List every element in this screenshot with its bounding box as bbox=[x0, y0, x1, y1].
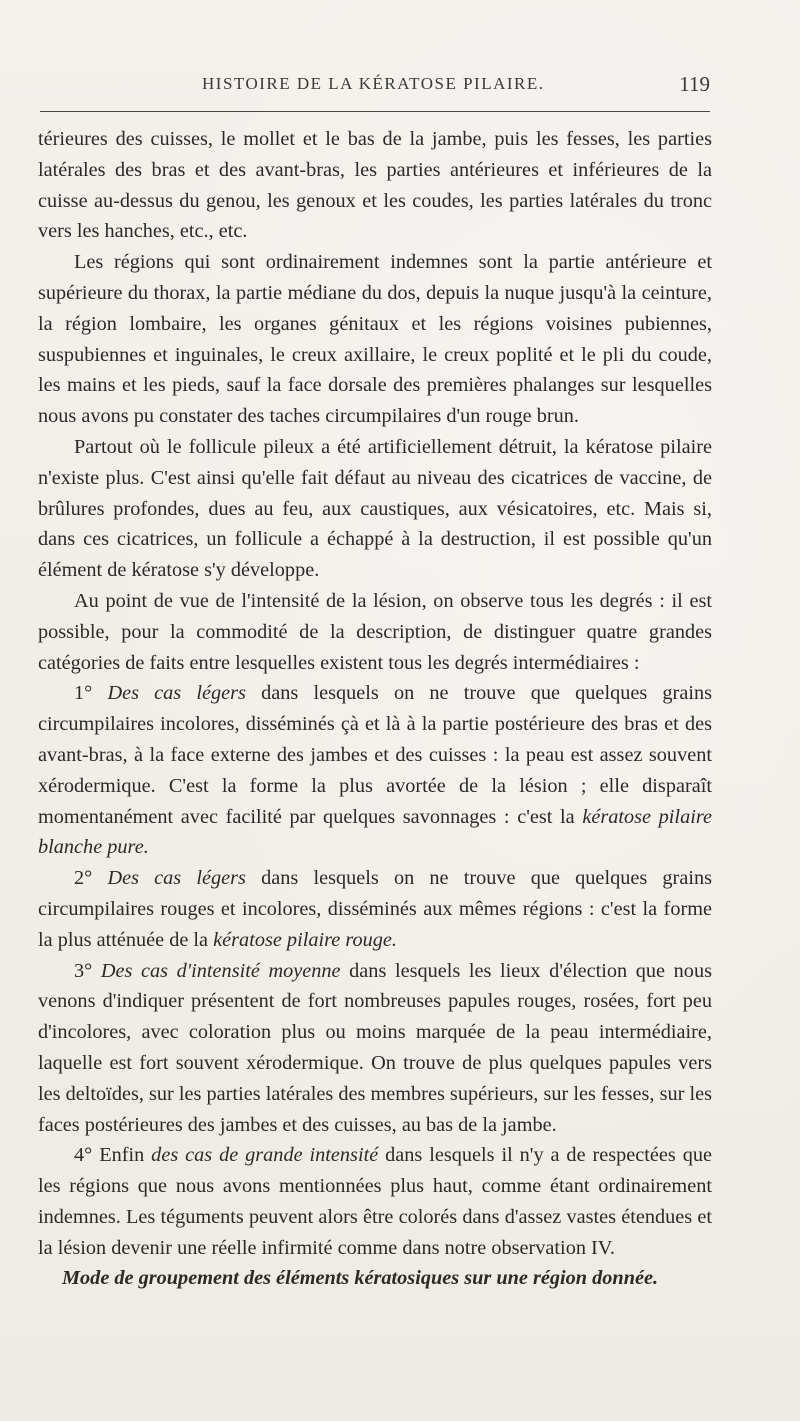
paragraph-indemnes: Les régions qui sont ordinairement indemnes sont la partie antérieure et supérieure du thorax, la partie médiane du dos, depuis la nuque jusqu'à la ceinture, la région lombaire, les organes génitaux et les régions voisines pubiennes, suspubiennes et inguinales, le creux axillaire, le creux poplité et le pli du coude, les mains et les pieds, sauf la face dorsale des premières phalanges sur lesquelles nous avons pu constater des taches circumpilaires d'un rouge brun. bbox=[38, 251, 712, 428]
header-rule bbox=[40, 111, 710, 112]
list-item-number: 3° bbox=[74, 959, 93, 982]
list-item-term: kératose pilaire blanche pure. bbox=[38, 805, 712, 859]
list-item-term: kératose pilaire rouge. bbox=[213, 928, 397, 951]
list-item-title: des cas de grande intensité bbox=[151, 1144, 379, 1167]
list-item-number: 2° bbox=[74, 867, 93, 890]
list-item-number: 1° bbox=[74, 682, 93, 705]
list-item-text: dans lesquels il n'y a de respectées que les régions que nous avons mentionnées plus haut, comme étant ordinairement indemnes. Les téguments peuvent alors être colorés dans d'assez vastes étendues et la lésion devenir une réelle infirmité comme dans notre observation IV. bbox=[38, 1144, 713, 1259]
list-item-4 bbox=[38, 1140, 712, 1263]
list-item-title: Des cas légers bbox=[107, 867, 246, 890]
body-text bbox=[38, 124, 712, 1294]
list-item-lead: Enfin bbox=[99, 1144, 145, 1167]
paragraph-follicule: Partout où le follicule pileux a été artificiellement détruit, la kératose pilaire n'existe plus. C'est ainsi qu'elle fait défaut au niveau des cicatrices de vaccine, de brûlures profondes, dues au feu, aux caustiques, aux vésicatoires, etc. Mais si, dans ces cicatrices, un follicule a échappé à la destruction, il est possible qu'un élément de kératose s'y développe. bbox=[38, 435, 712, 582]
list-item-number: 4° bbox=[74, 1144, 93, 1167]
paragraph-continued: térieures des cuisses, le mollet et le bas de la jambe, puis les fesses, les parties latérales des bras et des avant-bras, les parties antérieures et inférieures de la cuisse au-dessus du genou, les genoux et les coudes, les parties latérales du tronc vers les hanches, etc., etc. bbox=[38, 128, 712, 243]
page-header bbox=[40, 72, 710, 102]
list-item-title: Des cas légers bbox=[107, 682, 246, 705]
list-item-title: Des cas d'intensité moyenne bbox=[100, 959, 341, 982]
list-item-text: dans lesquels on ne trouve que quelques grains circumpilaires incolores, disséminés çà et là à la partie postérieure des bras et des avant-bras, à la face externe des jambes et des cuisses : la peau est assez souvent xérodermique. C'est la forme la plus avortée de la lésion ; elle disparaît momentanément avec facilité par quelques savonnages : c'est la bbox=[38, 682, 712, 828]
running-title: HISTOIRE DE LA KÉRATOSE PILAIRE. bbox=[202, 74, 545, 93]
list-item-2 bbox=[38, 863, 712, 955]
list-item-text: dans lesquels les lieux d'élection que nous venons d'indiquer présentent de fort nombreuses papules rouges, rosées, fort peu d'incolores, avec coloration plus ou moins marquée de la peau intermédiaire, laquelle est fort souvent xérodermique. On trouve de plus quelques papules vers les deltoïdes, sur les parties latérales des membres supérieurs, sur les fesses, sur les faces postérieures des jambes et des cuisses, au bas de la jambe. bbox=[38, 959, 712, 1136]
list-item-text: dans lesquels on ne trouve que quelques grains circumpilaires rouges et incolores, disséminés aux mêmes régions : c'est la forme la plus atténuée de la bbox=[38, 867, 712, 951]
paragraph-intensite: Au point de vue de l'intensité de la lésion, on observe tous les degrés : il est possible, pour la commodité de la description, de distinguer quatre grandes catégories de faits entre lesquelles existent tous les degrés intermédiaires : bbox=[38, 589, 712, 674]
list-item-3 bbox=[38, 956, 712, 1141]
section-subheading: Mode de groupement des éléments kératosiques sur une région donnée. bbox=[62, 1267, 659, 1290]
list-item-1 bbox=[38, 678, 712, 863]
page-number: 119 bbox=[679, 72, 710, 96]
